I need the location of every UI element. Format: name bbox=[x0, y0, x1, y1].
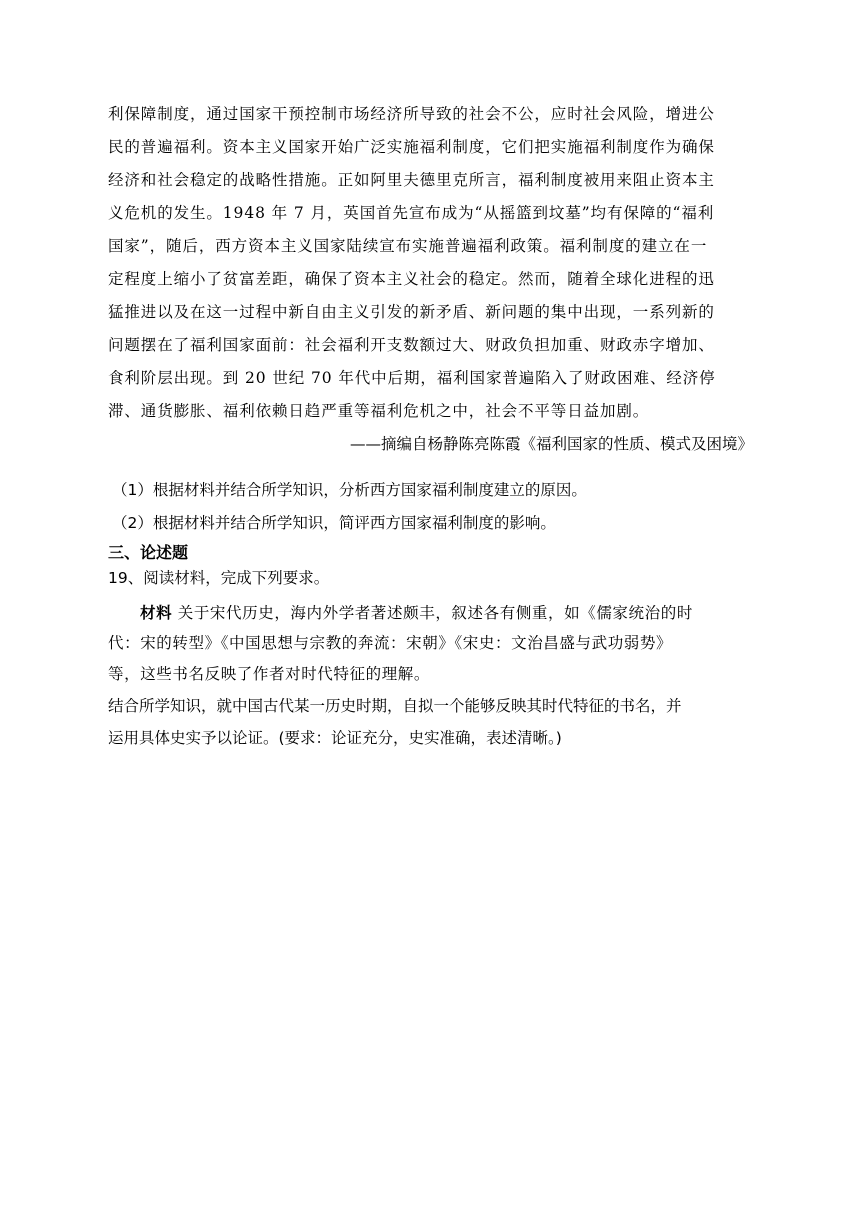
material-line: 国家”，随后，西方资本主义国家陆续宣布实施普遍福利政策。福利制度的建立在一 bbox=[108, 237, 708, 255]
task-line: 运用具体史实予以论证。(要求：论证充分，史实准确，表述清晰。) bbox=[108, 729, 562, 747]
material-line: 猛推进以及在这一过程中新自由主义引发的新矛盾、新问题的集中出现，一系列新的 bbox=[108, 303, 715, 321]
material-line: 经济和社会稳定的战略性措施。正如阿里夫德里克所言，福利制度被用来阻止资本主 bbox=[108, 171, 715, 189]
task-line: 结合所学知识，就中国古代某一历史时期，自拟一个能够反映其时代特征的书名，并 bbox=[108, 697, 682, 715]
material-line: 义危机的发生。1948 年 7 月，英国首先宣布成为“从摇篮到坟墓”均有保障的“福利 bbox=[108, 204, 715, 222]
question-19-material bbox=[108, 597, 758, 690]
material-line: 定程度上缩小了贫富差距，确保了资本主义社会的稳定。然而，随着全球化进程的迅 bbox=[108, 270, 715, 288]
sub-question-2: （2）根据材料并结合所学知识，简评西方国家福利制度的影响。 bbox=[112, 514, 556, 532]
material-source-citation: ——摘编自杨静陈亮陈霞《福利国家的性质、模式及困境》 bbox=[349, 435, 753, 453]
material2-line-text: 关于宋代历史，海内外学者著述颇丰，叙述各有侧重，如《儒家统治的时 bbox=[172, 604, 693, 622]
material-passage bbox=[108, 98, 758, 461]
sub-questions bbox=[112, 474, 762, 540]
question-19-intro: 19、阅读材料，完成下列要求。 bbox=[108, 569, 330, 587]
sub-question-1: （1）根据材料并结合所学知识，分析西方国家福利制度建立的原因。 bbox=[112, 481, 587, 499]
material2-line bbox=[108, 597, 758, 628]
section-heading: 三、论述题 bbox=[108, 543, 189, 562]
material-line: 利保障制度，通过国家干预控制市场经济所导致的社会不公，应时社会风险，增进公 bbox=[108, 105, 715, 123]
material-line: 民的普遍福利。资本主义国家开始广泛实施福利制度，它们把实施福利制度作为确保 bbox=[108, 138, 715, 156]
question-19-task bbox=[108, 690, 758, 754]
material-line: 食利阶层出现。到 20 世纪 70 年代中后期，福利国家普遍陷入了财政困难、经济停 bbox=[108, 369, 716, 387]
material-line: 问题摆在了福利国家面前：社会福利开支数额过大、财政负担加重、财政赤字增加、 bbox=[108, 336, 715, 354]
material2-line: 代：宋的转型》《中国思想与宗教的奔流：宋朝》《宋史：文治昌盛与武功弱势》 bbox=[108, 634, 673, 652]
material-label: 材料 bbox=[140, 603, 173, 622]
material-line: 滞、通货膨胀、福利依赖日趋严重等福利危机之中，社会不平等日益加剧。 bbox=[108, 402, 650, 420]
material2-line: 等，这些书名反映了作者对时代特征的理解。 bbox=[108, 665, 431, 683]
